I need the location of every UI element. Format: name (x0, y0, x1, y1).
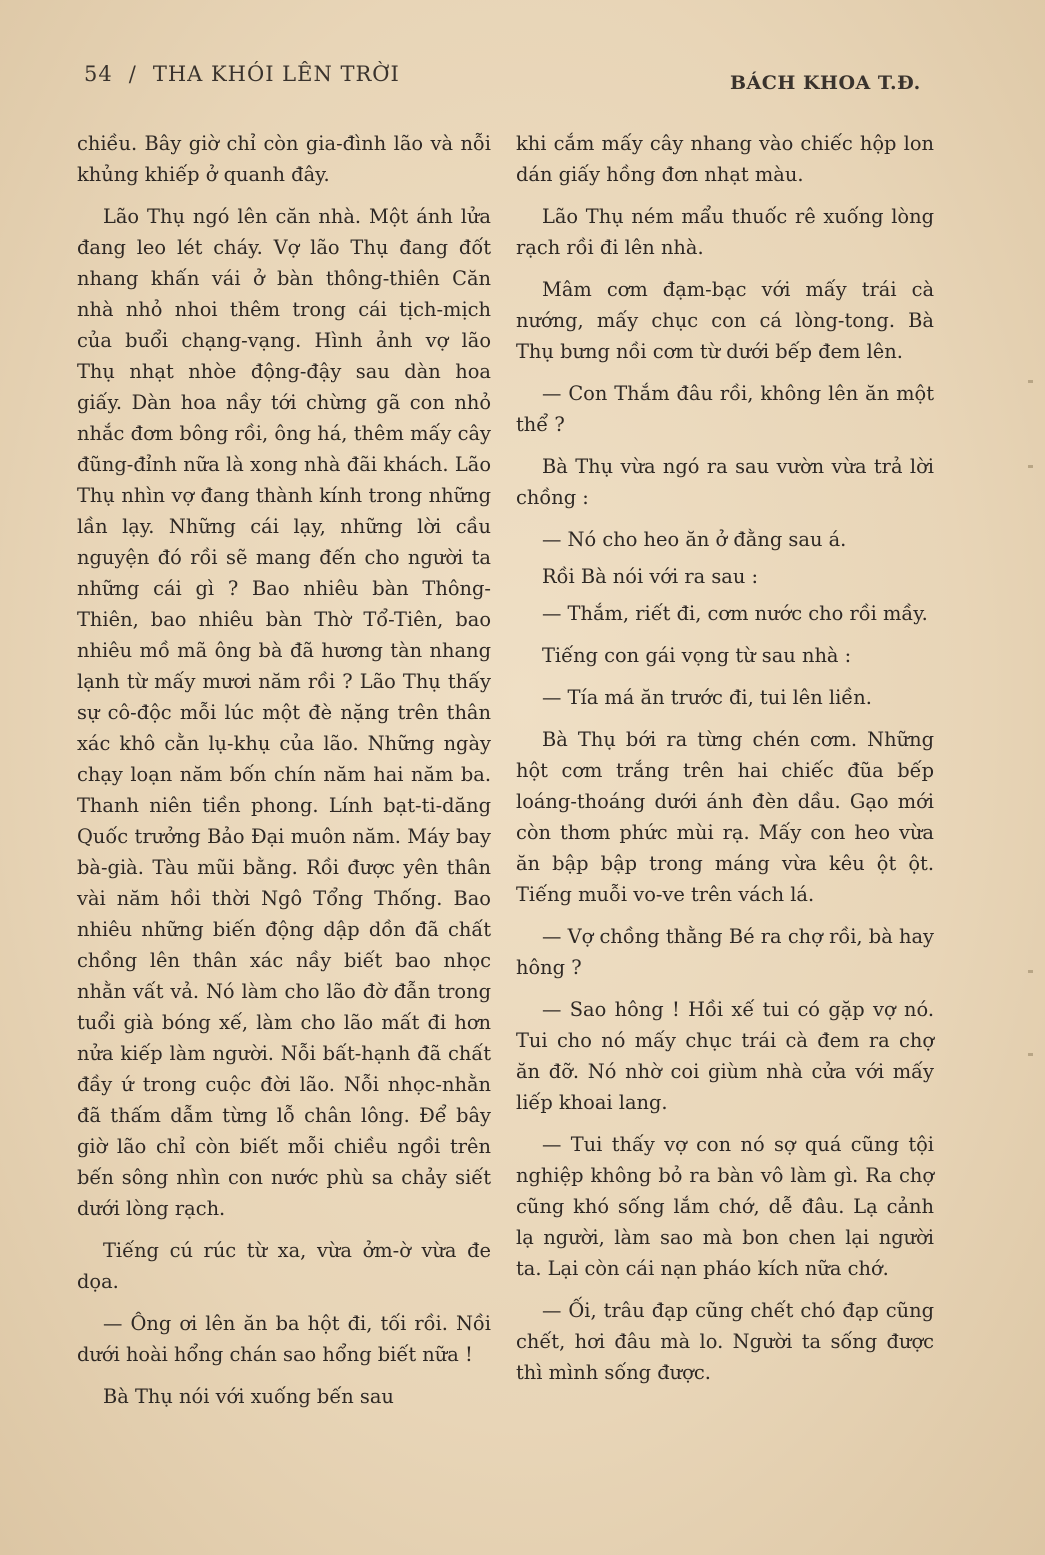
right-text-column (516, 128, 934, 1399)
left-text-column (77, 128, 491, 1423)
paragraph: Lão Thụ ngó lên căn nhà. Một ánh lửa đang leo lét cháy. Vợ lão Thụ đang đốt nhang khấn vái ở bàn thông-thiên Căn nhà nhỏ nhoi thêm trong cái tịch-mịch của buổi chạng-vạng. Hình ảnh vợ lão Thụ nhạt nhòe động-đậy sau dàn hoa giấy. Dàn hoa nầy tới chừng gã con nhỏ nhắc đơm bông rồi, ông há, thêm mấy cây đũng-đỉnh nữa là xong nhà đãi khách. Lão Thụ nhìn vợ đang thành kính trong những lần lạy. Những cái lạy, những lời cầu nguyện đó rồi sẽ mang đến cho người ta những cái gì ? Bao nhiêu bàn Thông-Thiên, bao nhiêu bàn Thờ Tổ-Tiên, bao nhiêu mồ mã ông bà đã hương tàn nhang lạnh từ mấy mươi năm rồi ? Lão Thụ thấy sự cô-độc mỗi lúc một đè nặng trên thân xác khô cằn lụ-khụ của lão. Những ngày chạy loạn năm bốn chín năm hai năm ba. Thanh niên tiền phong. Lính bạt-ti-dăng Quốc trưởng Bảo Đại muôn năm. Máy bay bà-già. Tàu mũi bằng. Rồi được yên thân vài năm hồi thời Ngô Tổng Thống. Bao nhiêu những biến động dập dồn đã chất chồng lên thân xác nầy biết bao nhọc nhằn vất vả. Nó làm cho lão đờ đẫn trong tuổi già bóng xế, làm cho lão mất đi hơn nửa kiếp làm người. Nỗi bất-hạnh đã chất đầy ứ trong cuộc đời lão. Nỗi nhọc-nhằn đã thấm dẫm từng lỗ chân lông. Để bây giờ lão chỉ còn biết mỗi chiều ngồi trên bến sông nhìn con nước phù sa chảy siết dưới lòng rạch. (77, 205, 491, 1220)
paragraph: — Sao hông ! Hồi xế tui có gặp vợ nó. Tui cho nó mấy chục trái cà đem ra chợ ăn đỡ. Nó nhờ coi giùm nhà cửa với mấy liếp khoai lang. (516, 998, 934, 1114)
paragraph: Rồi Bà nói với ra sau : (542, 565, 759, 588)
paragraph: — Ông ơi lên ăn ba hột đi, tối rồi. Nồi dưới hoài hổng chán sao hổng biết nữa ! (77, 1312, 491, 1366)
header-separator: / (128, 62, 137, 86)
paragraph: — Con Thắm đâu rồi, không lên ăn một thể ? (516, 382, 934, 436)
margin-mark (1028, 1053, 1033, 1056)
paragraph: — Tui thấy vợ con nó sợ quá cũng tội nghiệp không bỏ ra bàn vô làm gì. Ra chợ cũng khó sống lắm chớ, dễ đâu. Lạ cảnh lạ người, làm sao mà bon chen lại người ta. Lại còn cái nạn pháo kích nữa chớ. (516, 1133, 934, 1280)
paragraph: khi cắm mấy cây nhang vào chiếc hộp lon dán giấy hồng đơn nhạt màu. (516, 132, 934, 186)
margin-mark (1028, 465, 1033, 468)
page-number: 54 (84, 62, 113, 86)
paragraph: Mâm cơm đạm-bạc với mấy trái cà nướng, mấy chục con cá lòng-tong. Bà Thụ bưng nồi cơm từ dưới bếp đem lên. (516, 278, 934, 363)
story-title: THA KHÓI LÊN TRỜI (152, 62, 400, 86)
margin-mark (1028, 380, 1033, 383)
paragraph: chiều. Bây giờ chỉ còn gia-đình lão và nỗi khủng khiếp ở quanh đây. (77, 132, 491, 186)
paragraph: Tiếng cú rúc từ xa, vừa ởm-ờ vừa đe dọa. (77, 1239, 491, 1293)
paragraph: — Thắm, riết đi, cơm nước cho rồi mầy. (542, 602, 928, 625)
paragraph: Bà Thụ bới ra từng chén cơm. Những hột cơm trắng trên hai chiếc đũa bếp loáng-thoáng dưới ánh đèn dầu. Gạo mới còn thơm phức mùi rạ. Mấy con heo vừa ăn bập bập trong máng vừa kêu ột ột. Tiếng muỗi vo-ve trên vách lá. (516, 728, 934, 906)
magazine-name: BÁCH KHOA T.Đ. (730, 72, 921, 94)
paragraph: — Tía má ăn trước đi, tui lên liền. (542, 686, 872, 709)
paragraph: — Nó cho heo ăn ở đằng sau á. (542, 528, 847, 551)
paragraph: — Vợ chồng thằng Bé ra chợ rồi, bà hay hông ? (516, 925, 934, 979)
page-header (84, 62, 400, 86)
margin-mark (1028, 970, 1033, 973)
paragraph: — Ối, trâu đạp cũng chết chó đạp cũng chết, hơi đâu mà lo. Người ta sống được thì mình sống được. (516, 1299, 934, 1384)
paragraph: Tiếng con gái vọng từ sau nhà : (542, 644, 852, 667)
paragraph: Bà Thụ nói với xuống bến sau (103, 1385, 394, 1408)
paragraph: Bà Thụ vừa ngó ra sau vườn vừa trả lời chồng : (516, 455, 934, 509)
paragraph: Lão Thụ ném mẩu thuốc rê xuống lòng rạch rồi đi lên nhà. (516, 205, 934, 259)
